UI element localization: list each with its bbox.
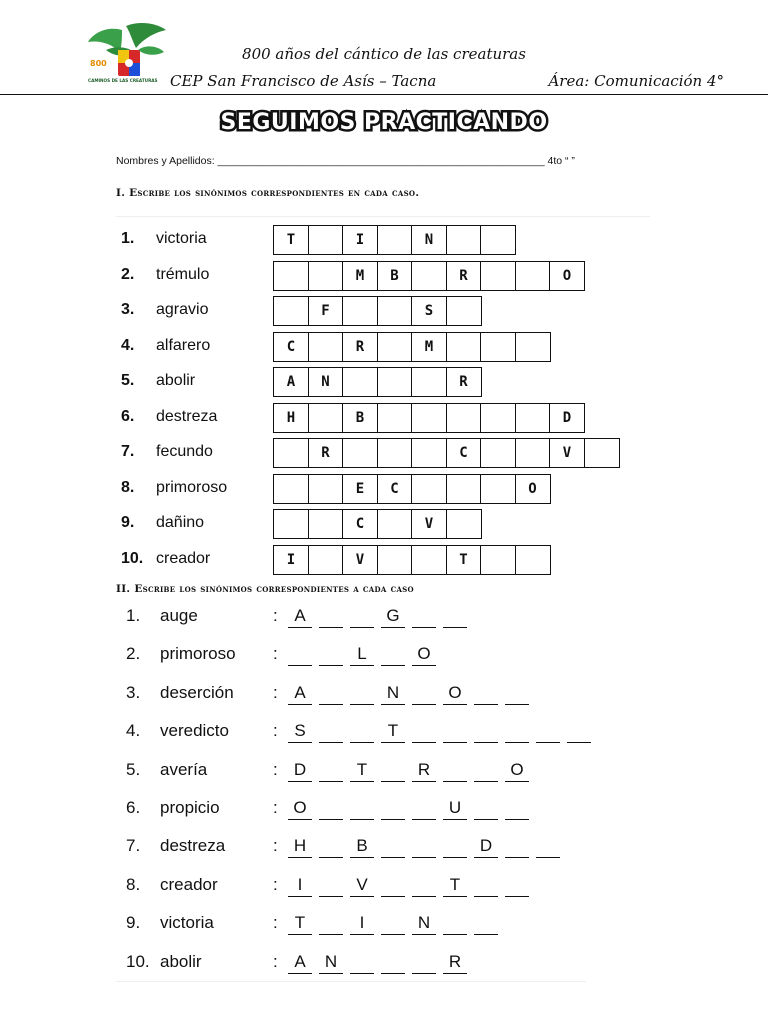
svg-text:CAMINOS DE LAS CREATURAS: CAMINOS DE LAS CREATURAS [88,78,158,83]
colon-separator: : [273,874,278,894]
answer-blank[interactable]: O [412,643,436,666]
answer-blank[interactable]: A [288,951,312,974]
letter-boxes [273,545,551,575]
answer-blank[interactable]: G [381,605,405,628]
letter-box[interactable] [446,332,482,362]
letter-box[interactable]: B [342,403,378,433]
letter-box[interactable] [411,403,447,433]
letter-box[interactable] [480,261,516,291]
answer-blanks [288,682,536,708]
letter-box[interactable] [377,367,413,397]
clue-word: trémulo [156,265,210,283]
clue-word: abolir [160,951,202,971]
letter-box[interactable] [446,474,482,504]
exercise-1-row [116,222,650,256]
answer-blank[interactable]: T [381,720,405,743]
letter-boxes [273,261,585,291]
answer-blank[interactable]: R [443,951,467,974]
colon-separator: : [273,798,278,817]
letter-box[interactable]: R [342,332,378,362]
answer-blank[interactable]: T [288,912,312,935]
row-number: 3. [126,682,141,702]
answer-blank[interactable] [350,682,374,705]
answer-blank[interactable] [412,835,436,858]
answer-blank[interactable] [381,835,405,858]
answer-blank[interactable]: B [350,835,374,858]
exercise-1-row [116,329,650,363]
exercise-1-row [116,471,650,505]
answer-blank[interactable]: A [288,682,312,705]
clue-word: veredicto [160,721,229,741]
answer-blanks [288,605,474,631]
answer-blank[interactable] [412,682,436,705]
letter-box[interactable] [308,332,344,362]
row-number: 1. [126,606,141,625]
letter-box[interactable] [273,296,309,326]
answer-blanks [288,912,505,938]
exercise-2-row [116,635,586,673]
letter-box[interactable] [377,332,413,362]
exercise-1-grid [116,216,650,578]
answer-blank[interactable]: D [474,835,498,858]
row-number: 8. [126,874,141,894]
answer-blank[interactable] [350,951,374,974]
answer-blank[interactable] [412,797,436,820]
answer-blank[interactable]: H [288,835,312,858]
letter-box[interactable]: V [411,509,447,539]
answer-blank[interactable]: V [350,874,374,897]
clue-word: primoroso [160,644,236,664]
row-number: 7. [126,836,141,856]
letter-box[interactable]: B [377,261,413,291]
logo-badge: 800 [90,59,107,68]
answer-blank[interactable] [381,912,405,935]
letter-boxes [273,403,585,433]
exercise-1-row [116,435,650,469]
letter-box[interactable]: S [411,296,447,326]
letter-box[interactable] [273,509,309,539]
letter-box[interactable] [411,474,447,504]
letter-box[interactable]: R [446,367,482,397]
letter-box[interactable]: D [549,403,585,433]
exercise-2-row [116,789,586,827]
letter-box[interactable] [480,403,516,433]
answer-blanks [288,835,567,861]
letter-box[interactable] [584,438,620,468]
answer-blank[interactable] [443,720,467,743]
answer-blank[interactable] [381,759,405,782]
letter-box[interactable]: O [549,261,585,291]
answer-blank[interactable] [319,759,343,782]
answer-blank[interactable] [505,682,529,705]
exercise-2-row [116,712,586,750]
answer-blank[interactable] [319,874,343,897]
letter-box[interactable]: T [446,545,482,575]
row-number: 9. [121,514,135,531]
exercise-1-row [116,364,650,398]
answer-blanks [288,874,536,900]
answer-blank[interactable] [536,835,560,858]
answer-blank[interactable] [474,912,498,935]
answer-blank[interactable] [567,720,591,743]
row-number: 3. [121,301,135,318]
subject-area: Área: Comunicación 4° [548,72,724,90]
letter-box[interactable]: V [549,438,585,468]
letter-box[interactable]: C [342,509,378,539]
letter-boxes [273,332,551,362]
letter-box[interactable] [342,296,378,326]
colon-separator: : [273,644,278,664]
letter-box[interactable] [480,225,516,255]
clue-word: destreza [156,407,218,425]
row-number: 1. [121,230,135,247]
row-number: 4. [121,336,135,354]
exercise-1-row [116,258,650,292]
answer-blank[interactable]: O [505,759,529,782]
answer-blank[interactable] [381,951,405,974]
clue-word: avería [160,759,208,779]
answer-blank[interactable] [474,682,498,705]
answer-blank[interactable] [474,759,498,782]
letter-box[interactable] [480,438,516,468]
exercise-1-row [116,293,650,327]
answer-blank[interactable] [288,643,312,666]
answer-blank[interactable] [381,874,405,897]
row-number: 10. [126,951,150,971]
answer-blank[interactable] [319,682,343,705]
letter-box[interactable] [308,545,344,575]
answer-blank[interactable]: T [350,759,374,782]
letter-box[interactable] [515,332,551,362]
letter-box[interactable] [308,509,344,539]
letter-box[interactable]: I [273,545,309,575]
letter-box[interactable]: C [273,332,309,362]
letter-boxes [273,509,482,539]
answer-blank[interactable] [412,720,436,743]
answer-blank[interactable] [319,912,343,935]
letter-box[interactable]: F [308,296,344,326]
letter-box[interactable] [273,474,309,504]
row-number: 7. [121,443,135,460]
exercise-2-row [116,866,586,904]
letter-box[interactable] [411,367,447,397]
header-divider [0,94,768,95]
exercise-2-row [116,751,586,789]
letter-box[interactable] [515,261,551,291]
exercise-1-row [116,506,650,540]
letter-box[interactable]: V [342,545,378,575]
answer-blank[interactable] [412,874,436,897]
section-1-heading: I. Escribe los sinónimos correspondientes en cada caso. [116,187,420,199]
answer-blank[interactable] [505,797,529,820]
answer-blank[interactable] [474,874,498,897]
letter-box[interactable]: M [342,261,378,291]
letter-box[interactable]: E [342,474,378,504]
letter-box[interactable] [446,225,482,255]
letter-box[interactable] [273,438,309,468]
answer-blank[interactable] [319,643,343,666]
clue-word: auge [160,606,198,625]
clue-word: creador [160,874,218,894]
answer-blanks [288,643,443,669]
answer-blank[interactable] [505,874,529,897]
letter-box[interactable] [377,225,413,255]
answer-blank[interactable]: N [412,912,436,935]
answer-blank[interactable] [474,797,498,820]
answer-blank[interactable] [443,759,467,782]
answer-blank[interactable]: I [350,912,374,935]
answer-blank[interactable] [505,835,529,858]
letter-box[interactable] [308,474,344,504]
letter-box[interactable] [411,438,447,468]
answer-blank[interactable]: O [288,797,312,820]
colon-separator: : [273,759,278,779]
page-header [0,0,768,100]
exercise-1-row [116,542,650,576]
letter-boxes [273,225,516,255]
row-number: 5. [121,372,135,389]
answer-blank[interactable]: U [443,797,467,820]
answer-blank[interactable]: I [288,874,312,897]
answer-blank[interactable] [443,912,467,935]
answer-blank[interactable]: N [319,951,343,974]
clue-word: agravio [156,301,209,318]
letter-box[interactable] [308,225,344,255]
answer-blank[interactable] [319,605,343,628]
divider [116,216,650,217]
colon-separator: : [273,721,278,741]
letter-box[interactable]: C [446,438,482,468]
letter-box[interactable] [515,403,551,433]
letter-box[interactable]: M [411,332,447,362]
answer-blanks [288,951,474,977]
letter-box[interactable] [446,403,482,433]
letter-boxes [273,474,551,504]
letter-box[interactable] [411,261,447,291]
exercise-2-row [116,674,586,712]
answer-blank[interactable]: N [381,682,405,705]
row-number: 2. [126,644,141,664]
answer-blank[interactable]: O [443,682,467,705]
exercise-2-row [116,827,586,865]
letter-box[interactable] [377,296,413,326]
letter-box[interactable] [377,545,413,575]
letter-box[interactable] [273,261,309,291]
row-number: 9. [126,913,141,933]
clue-word: victoria [156,230,207,247]
answer-blank[interactable]: D [288,759,312,782]
letter-box[interactable] [308,403,344,433]
answer-blank[interactable] [536,720,560,743]
answer-blanks [288,759,536,785]
row-number: 6. [126,798,141,817]
answer-blank[interactable] [412,605,436,628]
clue-word: deserción [160,682,234,702]
answer-blank[interactable] [350,797,374,820]
student-name-line: Nombres y Apellidos: ________________________________________________________ 4to “ ” [116,155,575,167]
letter-box[interactable] [446,296,482,326]
letter-box[interactable] [377,509,413,539]
colon-separator: : [273,682,278,702]
clue-word: fecundo [156,443,213,460]
letter-box[interactable]: C [377,474,413,504]
clue-word: destreza [160,836,226,856]
answer-blank[interactable] [505,720,529,743]
letter-box[interactable] [377,438,413,468]
letter-box[interactable] [342,367,378,397]
letter-box[interactable] [515,438,551,468]
clue-word: primoroso [156,478,228,496]
exercise-2-row [116,597,586,635]
clue-word: propicio [160,798,220,817]
letter-box[interactable] [308,261,344,291]
letter-box[interactable] [480,332,516,362]
school-name: CEP San Francisco de Asís – Tacna [170,72,437,90]
clue-word: dañino [156,514,205,531]
page-title: SEGUIMOS PRACTICANDO [220,110,548,135]
answer-blank[interactable] [319,797,343,820]
row-number: 2. [121,265,135,283]
answer-blank[interactable] [443,835,467,858]
answer-blank[interactable]: T [443,874,467,897]
motto: 800 años del cántico de las creaturas [242,45,526,63]
clue-word: abolir [156,372,196,389]
exercise-2-row [116,904,586,942]
answer-blank[interactable]: S [288,720,312,743]
letter-box[interactable] [342,438,378,468]
letter-box[interactable]: N [411,225,447,255]
exercise-1-row [116,400,650,434]
answer-blank[interactable] [350,605,374,628]
answer-blank[interactable] [381,797,405,820]
letter-boxes [273,296,482,326]
colon-separator: : [273,606,278,625]
section-2-heading: II. Escribe los sinónimos correspondientes a cada caso [116,583,414,595]
letter-box[interactable] [446,509,482,539]
answer-blank[interactable] [319,720,343,743]
letter-boxes [273,438,620,468]
letter-box[interactable] [377,403,413,433]
answer-blanks [288,797,536,823]
letter-box[interactable]: H [273,403,309,433]
letter-box[interactable]: O [515,474,551,504]
row-number: 5. [126,759,141,779]
letter-box[interactable]: N [308,367,344,397]
answer-blank[interactable] [474,720,498,743]
clue-word: creador [156,549,211,567]
answer-blank[interactable]: R [412,759,436,782]
letter-box[interactable] [411,545,447,575]
answer-blank[interactable] [319,835,343,858]
row-number: 6. [121,407,135,425]
letter-box[interactable] [480,545,516,575]
exercise-2-list [116,597,586,982]
letter-box[interactable] [515,545,551,575]
answer-blank[interactable] [412,951,436,974]
letter-box[interactable]: T [273,225,309,255]
letter-boxes [273,367,482,397]
row-number: 8. [121,478,135,496]
letter-box[interactable]: R [446,261,482,291]
exercise-2-row [116,943,586,981]
letter-box[interactable]: A [273,367,309,397]
answer-blank[interactable] [350,720,374,743]
letter-box[interactable] [480,474,516,504]
answer-blank[interactable] [381,643,405,666]
colon-separator: : [273,913,278,933]
row-number: 4. [126,721,141,741]
clue-word: victoria [160,913,214,933]
answer-blank[interactable]: L [350,643,374,666]
letter-box[interactable]: R [308,438,344,468]
letter-box[interactable]: I [342,225,378,255]
colon-separator: : [273,836,278,856]
colon-separator: : [273,951,278,971]
clue-word: alfarero [156,336,211,354]
row-number: 10. [121,549,144,567]
answer-blank[interactable]: A [288,605,312,628]
answer-blank[interactable] [443,605,467,628]
answer-blanks [288,720,598,746]
